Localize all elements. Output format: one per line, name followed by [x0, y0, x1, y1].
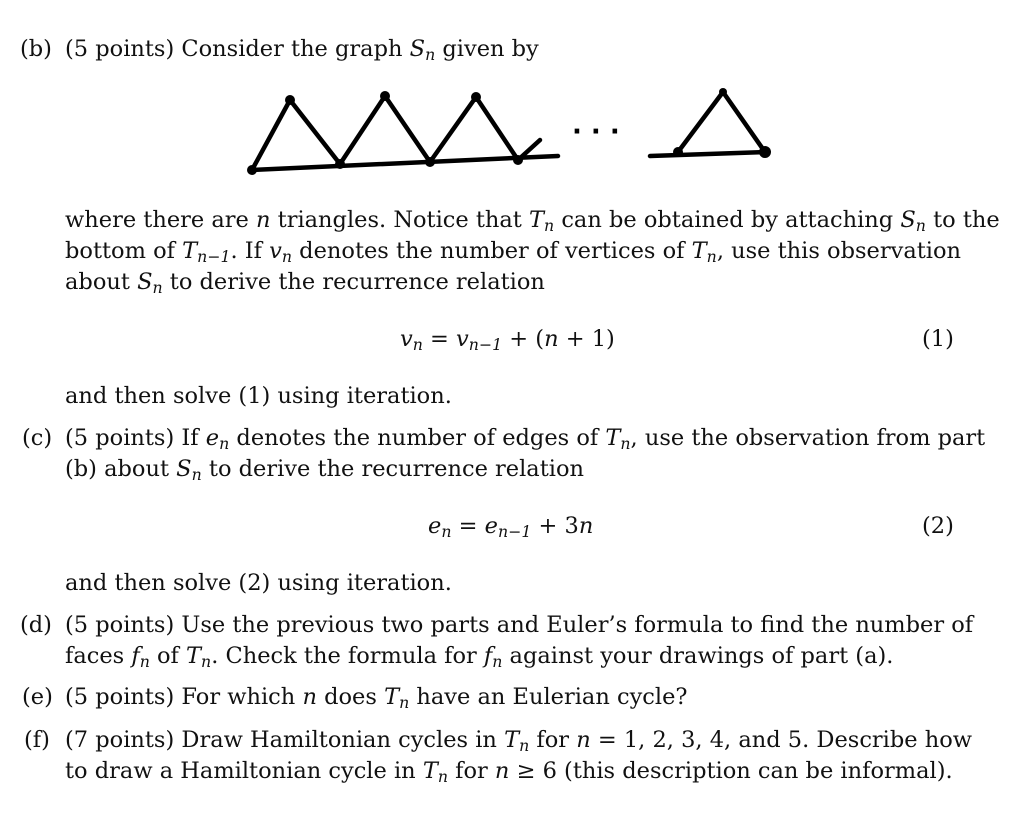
vertex: [247, 165, 257, 175]
part-c-label: (c): [22, 425, 53, 451]
triangle-strip-icon: [240, 82, 780, 192]
strip-base-right: [650, 152, 765, 156]
part-c-after: and then solve (2) using iteration.: [65, 570, 452, 596]
equation-2: $e_n = e_{n-1} + 3n$: [428, 513, 594, 541]
part-d-label: (d): [20, 612, 52, 638]
part-b-text-line-3: about $S_n$ to derive the recurrence relation: [65, 269, 545, 297]
part-d-text-line-1: (5 points) Use the previous two parts and Euler’s formula to find the number of: [65, 612, 974, 638]
vertex: [471, 92, 481, 102]
part-b-intro: (5 points) Consider the graph $S_n$ given by: [65, 36, 539, 64]
part-e-label: (e): [22, 684, 53, 710]
vertex: [425, 157, 435, 167]
part-c-text-line-1: (5 points) If $e_n$ denotes the number of edges of $T_n$, use the observation from part: [65, 425, 986, 453]
triangle-last: [678, 92, 765, 152]
triangle-1: [252, 100, 340, 170]
part-b-label: (b): [20, 36, 52, 62]
part-d-text-line-2: faces $f_n$ of $T_n$. Check the formula for $f_n$ against your drawings of part (a).: [65, 643, 894, 671]
equation-1-number: (1): [922, 326, 954, 352]
part-c-text-line-2: (b) about $S_n$ to derive the recurrence relation: [65, 456, 584, 484]
part-b-text-line-2: bottom of $T_{n-1}$. If $v_n$ denotes the number of vertices of $T_n$, use this observation: [65, 238, 962, 266]
equation-1: $v_n = v_{n-1} + (n + 1)$: [400, 326, 615, 354]
part-b-after: and then solve (1) using iteration.: [65, 383, 452, 409]
vertex: [285, 95, 295, 105]
vertex: [719, 88, 727, 96]
part-f-text-line-2: to draw a Hamiltonian cycle in $T_n$ for n ≥ 6 (this description can be informal).: [65, 758, 953, 786]
triangle-2: [340, 96, 430, 164]
part-b-text-line-1: where there are n triangles. Notice that $T_n$ can be obtained by attaching $S_n$ to the: [65, 207, 1000, 235]
part-f-text-line-1: (7 points) Draw Hamiltonian cycles in $T_n$ for n = 1, 2, 3, 4, and 5. Describe how: [65, 727, 973, 755]
equation-2-number: (2): [922, 513, 954, 539]
triangle-3: [430, 97, 518, 162]
part-e-text-line-1: (5 points) For which n does $T_n$ have an Eulerian cycle?: [65, 684, 688, 712]
strip-base-left: [252, 156, 558, 170]
vertex: [335, 159, 345, 169]
figure-ellipsis: · · ·: [572, 117, 620, 147]
vertex: [380, 91, 390, 101]
vertex: [673, 147, 683, 157]
vertex: [513, 155, 523, 165]
vertex: [759, 146, 771, 158]
part-f-label: (f): [24, 727, 50, 753]
